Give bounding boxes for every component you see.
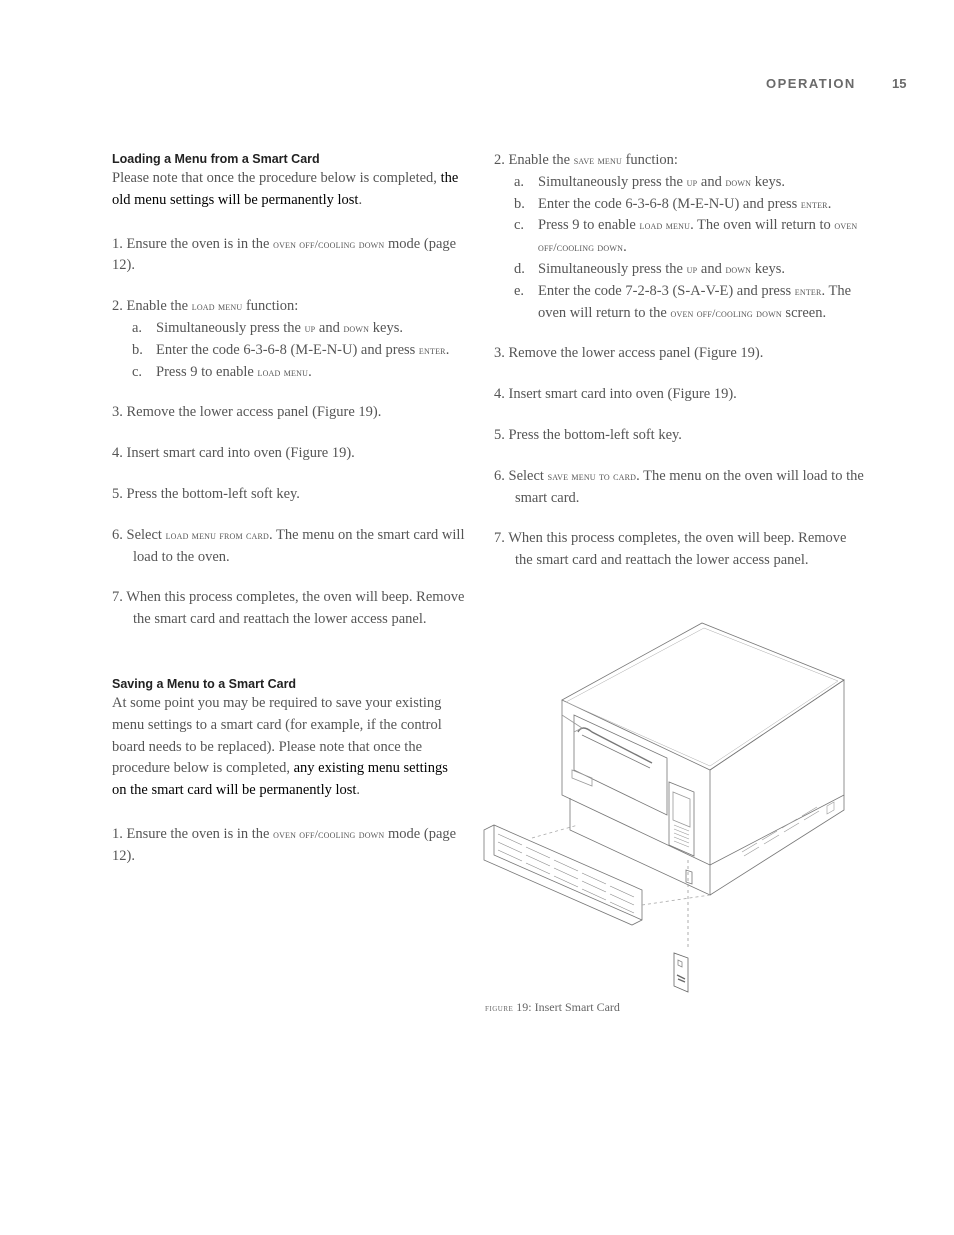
warning-text: the old menu settings will be permanently lost — [112, 170, 459, 208]
oven-smart-card-illustration — [482, 620, 862, 995]
load-step-2a: a. Simultaneously press the up and down keys. — [132, 319, 403, 336]
load-step-4: 4. Insert smart card into oven (Figure 19). — [112, 445, 355, 462]
save-step-2d: d. Simultaneously press the up and down keys. — [514, 260, 785, 277]
load-step-1: 1. Ensure the oven is in the oven off/cooling down mode (page 12). — [112, 235, 457, 274]
loading-intro: Please note that once the procedure below is completed, the old menu settings will be permanently lost. — [112, 170, 459, 208]
page-number: 15 — [892, 76, 907, 91]
running-header: OPERATION — [766, 76, 856, 91]
load-step-3: 3. Remove the lower access panel (Figure 19). — [112, 404, 382, 421]
save-step-2a: a. Simultaneously press the up and down keys. — [514, 173, 785, 190]
save-step-2c: c. Press 9 to enable load menu. The oven will return to oven off/cooling down. — [514, 217, 858, 256]
load-step-2b: b. Enter the code 6-3-6-8 (M-E-N-U) and press enter. — [132, 341, 450, 358]
left-column — [112, 150, 477, 868]
heading-loading-menu: Loading a Menu from a Smart Card — [112, 152, 320, 166]
save-step-3: 3. Remove the lower access panel (Figure 19). — [494, 345, 764, 362]
save-step-1: 1. Ensure the oven is in the oven off/cooling down mode (page 12). — [112, 825, 457, 864]
save-step-6: 6. Select save menu to card. The menu on the oven will load to the smart card. — [494, 467, 864, 506]
load-step-2: 2. Enable the load menu function: a. Simultaneously press the up and down keys. b. Enter the code 6-3-6-8 (M-E-N-U) and press enter. c. Press 9 to enable load menu. — [112, 296, 477, 383]
save-step-2: 2. Enable the save menu function: a. Simultaneously press the up and down keys. b. Enter the code 6-3-6-8 (M-E-N-U) and press enter. c. Press 9 to enable load menu. The oven will return to oven off/cooling down. d. Simultaneously press the up and down keys. e. Enter the code 7-2-8-3 (S-A-V-E) and press enter. The oven will return to the oven off/cooling down screen. — [494, 150, 864, 324]
figure-caption: figure 19: Insert Smart Card — [485, 1000, 620, 1014]
saving-intro: At some point you may be required to save your existing menu settings to a smart card (for example, if the control board needs to be replaced). Please note that once the procedure below is completed, any existing menu settings on the smart card will be permanently lost. — [112, 694, 448, 799]
right-column — [494, 150, 864, 572]
load-step-7: 7. When this process completes, the oven will beep. Remove the smart card and reattach the lower access panel. — [112, 589, 465, 628]
save-step-2b: b. Enter the code 6-3-6-8 (M-E-N-U) and press enter. — [514, 195, 832, 212]
heading-saving-menu: Saving a Menu to a Smart Card — [112, 676, 297, 691]
warning-text: any existing menu settings on the smart card will be permanently lost — [112, 760, 448, 799]
save-step-4: 4. Insert smart card into oven (Figure 19). — [494, 386, 737, 403]
save-step-5: 5. Press the bottom-left soft key. — [494, 426, 682, 443]
save-step-2e: e. Enter the code 7-2-8-3 (S-A-V-E) and press enter. The oven will return to the oven off/cooling down screen. — [514, 282, 852, 321]
load-step-5: 5. Press the bottom-left soft key. — [112, 485, 300, 502]
load-step-2c: c. Press 9 to enable load menu. — [132, 363, 312, 380]
load-step-6: 6. Select load menu from card. The menu on the smart card will load to the oven. — [112, 526, 465, 565]
save-step-7: 7. When this process completes, the oven will beep. Remove the smart card and reattach the lower access panel. — [494, 530, 847, 569]
